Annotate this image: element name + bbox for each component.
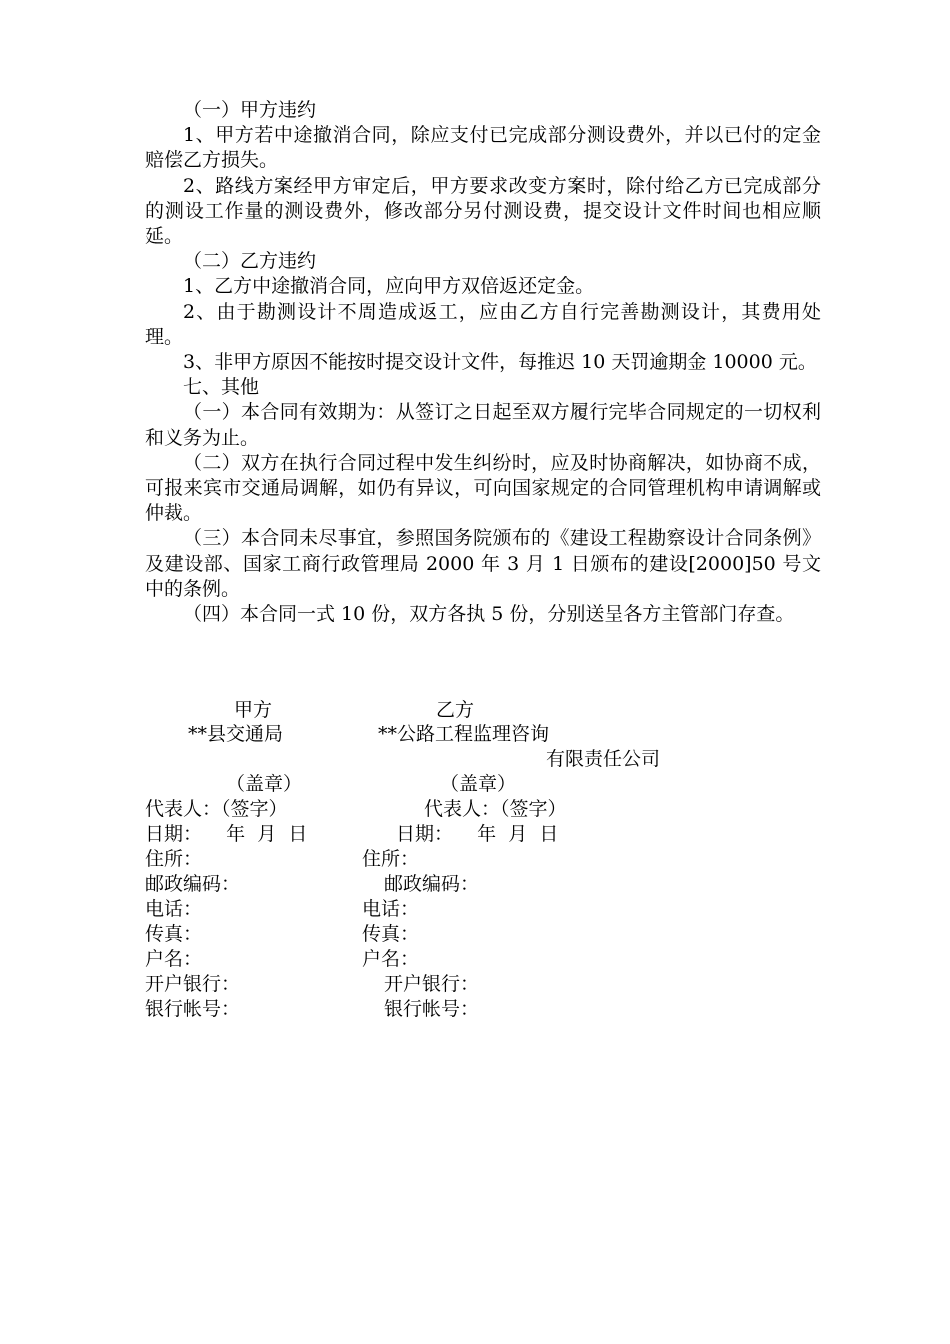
party-a-address: 住所： [145,848,203,870]
clause-paragraph: 2、路线方案经甲方审定后，甲方要求改变方案时，除付给乙方已完成部分的测设工作量的测设费外，修改部分另付测设费，提交设计文件时间也相应顺延。 [145,174,821,248]
clause-paragraph: （四）本合同一式 10 份，双方各执 5 份，分别送呈各方主管部门存查。 [183,603,795,626]
party-a-name: **县交通局 [188,723,284,745]
party-b-account-no: 银行帐号： [384,998,480,1020]
party-b-account-name: 户名： [362,948,420,970]
party-a-representative: 代表人：（签字） [145,798,288,820]
party-a-phone: 电话： [145,898,203,920]
section-other-heading: 七、其他 [183,376,260,399]
party-b-title: 乙方 [436,699,475,721]
party-a-bank: 开户银行： [145,973,241,995]
section-party-b-breach-heading: （二）乙方违约 [183,250,317,273]
party-a-date: 日期： 年 月 日 [145,823,308,845]
section-party-a-breach-heading: （一）甲方违约 [183,99,317,121]
clause-paragraph: 2、由于勘测设计不周造成返工，应由乙方自行完善勘测设计，其费用处理。 [145,300,821,348]
party-b-date: 日期： 年 月 日 [396,823,559,845]
clause-paragraph: 1、乙方中途撤消合同，应向甲方双倍返还定金。 [183,275,595,298]
clause-paragraph: （三）本合同未尽事宜，参照国务院颁布的《建设工程勘察设计合同条例》及建设部、国家工商行政管理局 2000 年 3 月 1 日颁布的建设[2000]50 号文中的条例。 [145,527,821,600]
party-a-postcode: 邮政编码： [145,873,241,895]
party-b-bank: 开户银行： [384,973,480,995]
party-b-seal: （盖章） [440,773,517,795]
party-b-phone: 电话： [362,898,420,920]
contract-body [145,98,821,627]
party-a-title: 甲方 [234,699,273,721]
party-b-name-line2: 有限责任公司 [546,748,661,770]
clause-paragraph: （一）本合同有效期为：从签订之日起至双方履行完毕合同规定的一切权利和义务为止。 [145,401,821,449]
party-b-address: 住所： [362,848,420,870]
party-b-postcode: 邮政编码： [384,873,480,895]
clause-paragraph: （二）双方在执行合同过程中发生纠纷时，应及时协商解决，如协商不成，可报来宾市交通局调解，如仍有异议，可向国家规定的合同管理机构申请调解或仲裁。 [145,451,821,525]
party-a-account-no: 银行帐号： [145,998,241,1020]
party-a-seal: （盖章） [226,773,303,795]
party-b-fax: 传真： [362,923,420,945]
party-a-fax: 传真： [145,923,203,945]
clause-paragraph: 1、甲方若中途撤消合同，除应支付已完成部分测设费外，并以已付的定金赔偿乙方损失。 [145,124,821,172]
party-b-representative: 代表人：（签字） [424,798,567,820]
clause-paragraph: 3、非甲方原因不能按时提交设计文件，每推迟 10 天罚逾期金 10000 元。 [183,351,817,374]
party-b-name-line1: **公路工程监理咨询 [378,723,550,745]
party-a-account-name: 户名： [145,948,203,970]
